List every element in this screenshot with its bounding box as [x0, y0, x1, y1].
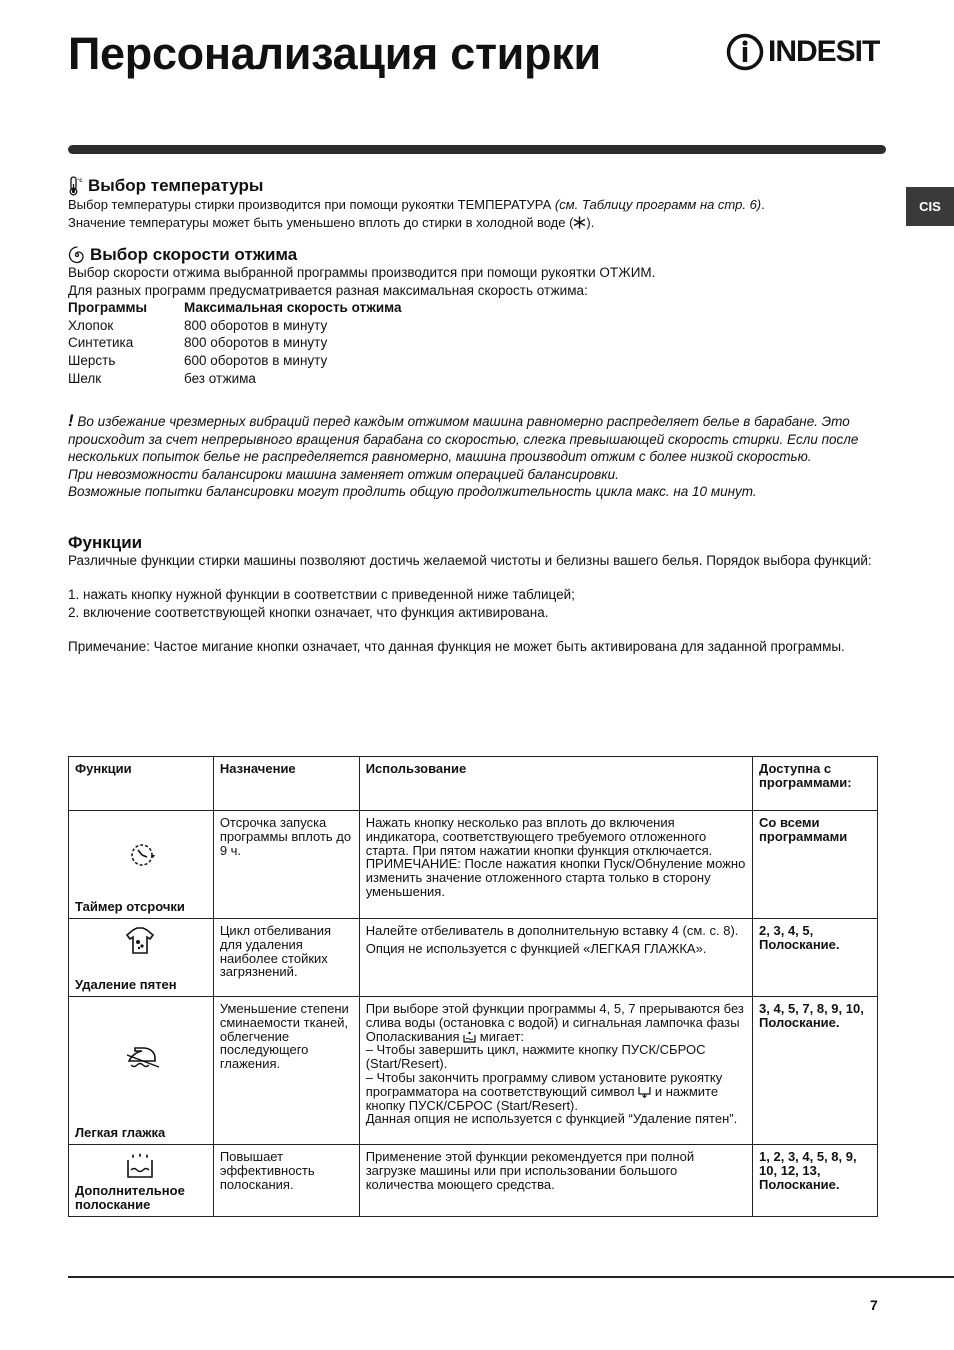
table-row: Шелк без отжима: [68, 370, 256, 386]
function-cell: Таймер отсрочки: [69, 811, 214, 919]
function-cell: Дополнительное полоскание: [69, 1145, 214, 1217]
table-row: Таймер отсрочки Отсрочка запуска программы вплоть до 9 ч. Нажать кнопку несколько раз вплоть до включения индикатора, соответствующего требуемого отложенного старта. При пятом нажатии кнопки функция отключается. ПРИМЕЧАНИЕ: После нажатия кнопки Пуск/Обнуление можно изменить значение отложенного старта только в сторону уменьшения. Со всеми программами: [69, 811, 878, 919]
indesit-i-icon: [726, 32, 764, 72]
temperature-section: [68, 176, 886, 231]
svg-text:°C: °C: [77, 179, 83, 184]
spin-speed-table: [68, 299, 401, 387]
functions-table: [68, 756, 878, 1217]
function-cell: Легкая глажка: [69, 997, 214, 1145]
spin-spiral-icon: [68, 246, 86, 264]
balance-warning: ! Во избежание чрезмерных вибраций перед каждым отжимом машина равномерно распределяет белье в барабане. Это происходит за счет непрерывного вращения барабана со скоростью, слегка превышающей скорость стирки. Если после нескольких попыток белье не распределяется равномерно, машина производит отжим с более низкой скоростью. При невозможности балансироки машина заменяет отжим операцией балансировки. Возможные попытки балансировки могут продлить общую продолжительность цикла макс. на 10 минут.: [68, 411, 859, 500]
temperature-text: Выбор температуры стирки производится при помощи рукоятки ТЕМПЕРАТУРА (см. Таблицу программ на стр. 6). Значение температуры может быть уменьшено вплоть до стирки в холодной воде ( ).: [68, 197, 765, 230]
delay-timer-icon: [125, 839, 159, 869]
spin-line-1: Выбор скорости отжима выбранной программы производится при помощи рукоятки ОТЖИМ.: [68, 265, 656, 280]
spin-col-speed: Максимальная скорость отжима: [184, 300, 402, 316]
thermometer-icon: [68, 176, 84, 196]
cold-wash-snowflake-icon: [573, 216, 586, 229]
table-row: Хлопок 800 оборотов в минуту: [68, 317, 328, 333]
table-row: Легкая глажка Уменьшение степени сминаемости тканей, облегчение последующего глажения. При выборе этой функции программы 4, 5, 7 прерываются без слива воды (остановка с водой) и сигнальная лампочка фазы Ополаскивания мигает: – Чтобы завершить цикл, нажмите кнопку ПУСК/СБРОС (Start/Resert). – Чтобы закончить программу сливом установите рукоятку программатора на соответствующий символ и нажмите кнопку ПУСК/СБРОС (Start/Resert). Данная опция не используется с функцией “Удаление пятен”. 3, 4, 5, 7, 8, 9, 10, Полоскание.: [69, 997, 878, 1145]
functions-intro: Различные функции стирки машины позволяют достичь желаемой чистоты и белизны вашего белья. Порядок выбора функций:: [68, 552, 872, 568]
brand-logo: [726, 32, 879, 72]
functions-section: [68, 534, 886, 656]
page-title: Персонализация стирки: [68, 28, 601, 79]
table-row: Удаление пятен Цикл отбеливания для удаления наиболее стойких загрязнений. Налейте отбеливатель в дополнительную вставку 4 (см. с. 8). Опция не используется с функцией «ЛЕГКАЯ ГЛАЖКА». 2, 3, 4, 5, Полоскание.: [69, 919, 878, 997]
extra-rinse-icon: [125, 1151, 155, 1179]
functions-step-2: 2. включение соответствующей кнопки означает, что функция активирована.: [68, 604, 549, 620]
spin-section: [68, 246, 886, 387]
table-row: Шерсть 600 оборотов в минуту: [68, 352, 328, 368]
rinse-phase-icon: [463, 1030, 476, 1043]
header-divider: [68, 145, 886, 154]
function-cell: Удаление пятен: [69, 919, 214, 997]
table-row: Дополнительное полоскание Повышает эффективность полоскания. Применение этой функции рекомендуется при полной загрузке машины или при использовании большого количества моющего средства. 1, 2, 3, 4, 5, 8, 9, 10, 12, 13, Полоскание.: [69, 1145, 878, 1217]
spin-line-2: Для разных программ предусматривается разная максимальная скорость отжима:: [68, 282, 588, 298]
stain-removal-icon: [125, 927, 155, 955]
table-header-row: Функции Назначение Использование Доступна с программами:: [69, 757, 878, 811]
table-row: Синтетика 800 оборотов в минуту: [68, 335, 328, 351]
drain-symbol-icon: [638, 1085, 651, 1098]
page-number: 7: [870, 1297, 878, 1313]
warning-mark: !: [68, 411, 74, 430]
functions-note: Примечание: Частое мигание кнопки означает, что данная функция не может быть активирована для заданной программы.: [68, 639, 845, 655]
spin-col-program: Программы: [68, 300, 148, 316]
functions-step-1: 1. нажать кнопку нужной функции в соответствии с приведенной ниже таблицей;: [68, 587, 575, 603]
temperature-heading: °C Выбор температуры: [68, 176, 886, 196]
footer-divider: [68, 1276, 954, 1278]
language-tab: CIS: [906, 187, 954, 226]
spin-heading: Выбор скорости отжима: [68, 246, 886, 264]
functions-heading: Функции: [68, 533, 143, 552]
brand-name: INDESIT: [768, 35, 880, 68]
easy-iron-icon: [125, 1041, 161, 1071]
